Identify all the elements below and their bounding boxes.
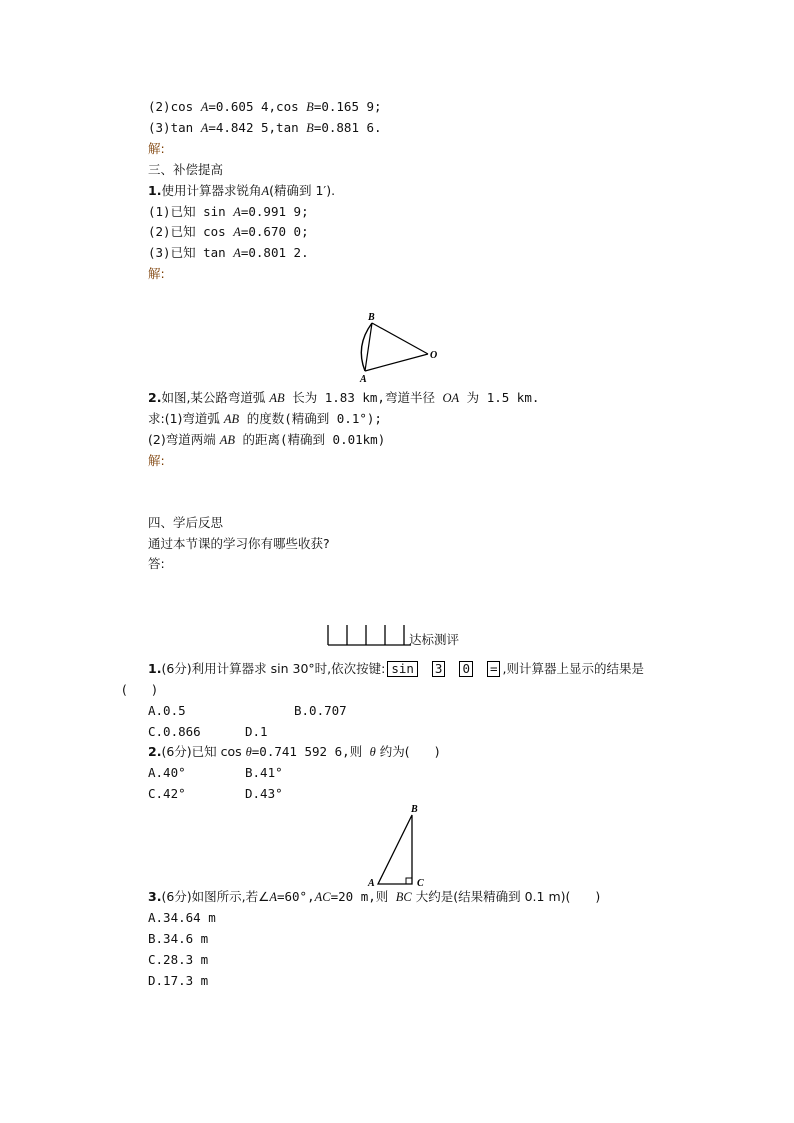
sector-figure [350, 308, 446, 386]
banner-decoration [327, 624, 411, 648]
option-1C: C.0.866 [148, 724, 201, 739]
solution-label-3: 解: [148, 453, 165, 468]
right-angle-mark [406, 878, 412, 884]
question-1-part-1: (1)已知 sin A=0.991 9; [148, 204, 309, 219]
triangle-ABC [378, 815, 412, 884]
option-2D: D.43° [245, 786, 283, 801]
test-question-1: 1.(6分)利用计算器求 sin 30°时,依次按键: sin 3 0 = ,则计算器上显示的结果是 [148, 661, 644, 676]
question-1-part-3: (3)已知 tan A=0.801 2. [148, 245, 309, 260]
reflection-question: 通过本节课的学习你有哪些收获? [148, 536, 330, 551]
option-2C: C.42° [148, 786, 186, 801]
key-equals: = [487, 661, 501, 677]
key-sin: sin [387, 661, 418, 677]
line-cos-values: (2)cos A=0.605 4,cos B=0.165 9; [148, 99, 382, 114]
label-C2: C [417, 878, 424, 889]
test-question-3: 3.(6分)如图所示,若∠A=60°,AC=20 m,则 BC 大约是(结果精确到 0.1 m)( ) [148, 889, 601, 904]
solution-label-1: 解: [148, 141, 165, 156]
solution-label-2: 解: [148, 266, 165, 281]
option-3A: A.34.64 m [148, 910, 216, 925]
label-B: B [368, 312, 375, 323]
answer-label: 答: [148, 556, 165, 571]
option-2B: B.41° [245, 765, 283, 780]
test-question-2: 2.(6分)已知 cos θ=0.741 592 6,则 θ 约为( ) [148, 744, 440, 759]
chord-AB [365, 323, 372, 371]
option-2A: A.40° [148, 765, 186, 780]
label-B2: B [411, 804, 418, 815]
label-A: A [360, 374, 367, 385]
option-3C: C.28.3 m [148, 952, 209, 967]
question-2-part-2: (2)弯道两端 AB 的距离(精确到 0.01km) [148, 432, 386, 447]
line-tan-values: (3)tan A=4.842 5,tan B=0.881 6. [148, 120, 382, 135]
banner-title: 达标测评 [409, 632, 460, 647]
option-3B: B.34.6 m [148, 931, 209, 946]
option-3D: D.17.3 m [148, 973, 209, 988]
option-1D: D.1 [245, 724, 268, 739]
option-1B: B.0.707 [294, 703, 347, 718]
section-heading-4: 四、学后反思 [148, 515, 224, 530]
segment-AO [365, 354, 428, 371]
question-1: 1.使用计算器求锐角A(精确到 1′). [148, 183, 336, 198]
option-1A: A.0.5 [148, 703, 186, 718]
question-2: 2.如图,某公路弯道弧 AB 长为 1.83 km,弯道半径 OA 为 1.5 km. [148, 390, 540, 405]
right-triangle-figure [366, 800, 436, 890]
test-question-1-paren: ( ) [122, 682, 157, 697]
section-heading-3: 三、补偿提高 [148, 162, 224, 177]
label-O: O [430, 350, 438, 361]
segment-BO [372, 323, 428, 354]
key-3: 3 [432, 661, 446, 677]
key-0: 0 [459, 661, 473, 677]
question-2-part-1: 求:(1)弯道弧 AB 的度数(精确到 0.1°); [148, 411, 382, 426]
label-A2: A [368, 878, 375, 889]
question-1-part-2: (2)已知 cos A=0.670 0; [148, 224, 309, 239]
